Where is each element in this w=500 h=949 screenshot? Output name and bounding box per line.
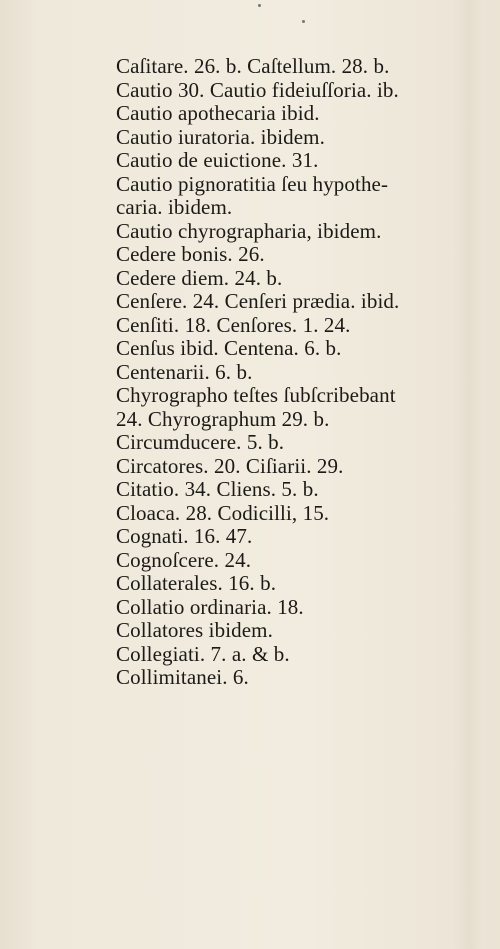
index-entry: Caſitare. 26. b. Caſtellum. 28. b. bbox=[116, 54, 390, 78]
index-entry: Cenſiti. 18. Cenſores. 1. 24. bbox=[116, 312, 351, 337]
ink-speck bbox=[258, 4, 261, 7]
index-entry: Collatores ibidem. bbox=[116, 618, 273, 642]
index-entry: 24. Chyrographum 29. b. bbox=[116, 406, 330, 431]
index-entry: Citatio. 34. Cliens. 5. b. bbox=[116, 477, 319, 501]
index-entry: Cognoſcere. 24. bbox=[116, 547, 252, 572]
index-entry: Cenſus ibid. Centena. 6. b. bbox=[116, 336, 342, 360]
index-entry: Cautio 30. Cautio fideiuſſoria. ib. bbox=[116, 77, 399, 102]
index-entry: Cedere bonis. 26. bbox=[116, 242, 265, 266]
index-entry: Collatio ordinaria. 18. bbox=[116, 594, 304, 619]
index-entry: Cautio de euictione. 31. bbox=[116, 148, 319, 172]
index-entry: Cenſere. 24. Cenſeri prædia. ibid. bbox=[116, 289, 400, 313]
index-entry: Centenarii. 6. b. bbox=[116, 359, 253, 384]
index-entry: Cognati. 16. 47. bbox=[116, 524, 253, 548]
index-entry: Circatores. 20. Ciſiarii. 29. bbox=[116, 453, 344, 478]
index-entry: Collaterales. 16. b. bbox=[116, 571, 277, 595]
index-entry: Chyrographo teſtes ſubſcribebant bbox=[116, 383, 396, 407]
index-entry: Circumducere. 5. b. bbox=[116, 430, 285, 454]
index-entry: Collimitanei. 6. bbox=[116, 665, 249, 689]
index-entry: Cautio pignoratitia ſeu hypothe- bbox=[116, 171, 389, 196]
index-entry: Cautio iuratoria. ibidem. bbox=[116, 124, 325, 149]
index-entry: Collegiati. 7. a. & b. bbox=[116, 641, 290, 666]
ink-speck bbox=[302, 20, 305, 23]
index-entry-list bbox=[116, 55, 486, 690]
index-entry: Cloaca. 28. Codicilli, 15. bbox=[116, 500, 330, 525]
index-entry: Cedere diem. 24. b. bbox=[116, 265, 283, 290]
index-entry: Cautio apothecaria ibid. bbox=[116, 101, 320, 125]
index-entry: Cautio chyrographaria, ibidem. bbox=[116, 218, 382, 243]
index-entry: caria. ibidem. bbox=[116, 195, 233, 219]
